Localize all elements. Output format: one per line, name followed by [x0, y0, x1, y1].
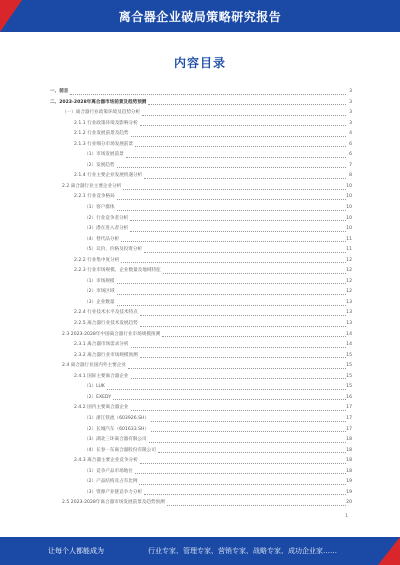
toc-leader-dots [70, 94, 346, 95]
toc-leader-dots [126, 157, 346, 158]
toc-leader-dots [117, 210, 346, 211]
toc-entry-label: （2）发展趋势 [84, 162, 115, 168]
toc-entry-page: 3 [349, 89, 352, 94]
toc-entry[interactable] [50, 256, 352, 267]
toc-entry-label: 2.4.2 国内主要离合器企业 [74, 405, 129, 411]
toc-entry-label: （3）企业数量 [84, 299, 115, 305]
toc-entry-label: 2.2.4 行业技术水平及技术特点 [74, 310, 138, 316]
toc-leader-dots [140, 326, 346, 327]
toc-entry-label: 2.2.1 行业竞争格局 [74, 194, 115, 200]
toc-entry-label: （1）LUK [84, 384, 105, 390]
toc-entry-page: 19 [346, 479, 352, 485]
toc-entry-page: 17 [346, 426, 352, 432]
toc-entry[interactable] [50, 98, 352, 109]
toc-entry-page: 11 [346, 236, 352, 242]
toc-entry[interactable] [50, 277, 352, 288]
toc-entry[interactable] [50, 224, 352, 235]
toc-entry-page: 12 [346, 289, 352, 295]
toc-entry-page: 7 [349, 162, 352, 168]
toc-entry-page: 3 [349, 99, 352, 105]
toc-entry[interactable] [50, 477, 352, 488]
toc-entry-label: （1）竞争产品市场地位 [84, 468, 133, 474]
toc-leader-dots [162, 336, 346, 337]
toc-entry-label: （2）市场区域 [84, 289, 115, 295]
toc-entry-page: 18 [346, 458, 352, 464]
toc-entry-label: （2）长城汽车（601633.SH） [84, 426, 150, 432]
toc-entry[interactable] [50, 414, 352, 425]
toc-leader-dots [117, 294, 346, 295]
toc-entry-label: 2.2 离合器行业主要企业分析 [62, 183, 122, 189]
toc-leader-dots [140, 125, 346, 126]
toc-leader-dots [117, 199, 346, 200]
toc-entry-label: 2.2.3 行业市场规模、企业数量及地域特征 [74, 268, 161, 274]
toc-leader-dots [128, 368, 346, 369]
toc-entry[interactable] [50, 361, 352, 372]
toc-leader-dots [139, 484, 346, 485]
toc-leader-dots [140, 357, 346, 358]
toc-entry-page: 4 [349, 131, 352, 137]
toc-entry[interactable] [50, 393, 352, 404]
toc-leader-dots [151, 421, 346, 422]
toc-entry[interactable] [50, 340, 352, 351]
toc-entry-page: 12 [346, 257, 352, 263]
toc-entry-label: 一、前言 [50, 89, 69, 94]
toc-entry[interactable] [50, 435, 352, 446]
toc-entry[interactable] [50, 446, 352, 457]
toc-entry[interactable] [50, 351, 352, 362]
toc-entry-label: （1）客户群体 [84, 205, 115, 211]
toc-entry-page: 12 [346, 268, 352, 274]
toc-entry-label: （1）市场规模 [84, 278, 115, 284]
toc-entry-label: 2.3.1 离合器市场需求分析 [74, 342, 129, 348]
toc-entry-label: （一）离合器行业政策环境及趋势分析 [62, 110, 141, 116]
toc-entry-label: （2）行业竞争者分析 [84, 215, 129, 221]
toc-entry-label: 2.1.2 行业发展前景及趋势 [74, 131, 129, 137]
toc-entry[interactable] [50, 182, 352, 193]
toc-entry-label: （4）替代品分析 [84, 236, 120, 242]
toc-entry[interactable] [50, 108, 352, 119]
toc-entry-page: 10 [346, 205, 352, 211]
toc-entry-page: 8 [349, 173, 352, 179]
toc-leader-dots [149, 442, 346, 443]
toc-entry-label: 2.5 2023-2028年离合器市场发展前景及趋势预测 [62, 500, 165, 506]
toc-entry-page: 18 [346, 437, 352, 443]
toc-entry[interactable] [50, 488, 352, 499]
toc-entry-page: 13 [346, 321, 352, 327]
toc-entry[interactable] [50, 467, 352, 478]
toc-entry[interactable] [50, 192, 352, 203]
toc-entry[interactable] [50, 319, 352, 330]
toc-leader-dots [130, 220, 346, 221]
toc-entry[interactable] [50, 456, 352, 467]
toc-entry-page: 16 [346, 394, 352, 400]
page-number: 1 [345, 514, 348, 519]
toc-entry-page: 10 [346, 215, 352, 221]
toc-entry-label: （3）资源产业链竞争力分析 [84, 489, 143, 495]
toc-leader-dots [121, 241, 346, 242]
toc-entry-page: 14 [346, 342, 352, 348]
toc-entry[interactable] [50, 498, 352, 509]
toc-entry[interactable] [50, 150, 352, 161]
toc-entry-page: 19 [346, 489, 352, 495]
toc-entry-label: （5）议价、价格及投资分析 [84, 247, 143, 253]
toc-entry[interactable] [50, 235, 352, 246]
toc-entry-label: （2）产品结构及占有比例 [84, 479, 138, 485]
toc-leader-dots [121, 262, 346, 263]
toc-entry-page: 17 [346, 415, 352, 421]
table-of-contents [50, 87, 352, 509]
toc-entry-label: （3）湖北三环离合器有限公司 [84, 437, 147, 443]
toc-entry-label: （1）浙江铁流（603926.SH） [84, 415, 150, 421]
toc-entry-page: 12 [346, 278, 352, 284]
toc-entry[interactable] [50, 87, 352, 98]
toc-entry[interactable] [50, 129, 352, 140]
report-title: 离合器企业破局策略研究报告 [118, 10, 282, 24]
toc-entry[interactable] [50, 119, 352, 130]
toc-leader-dots [163, 273, 346, 274]
toc-leader-dots [140, 463, 346, 464]
toc-entry-label: 二、2023-2028年离合器市场前景及趋势预测 [50, 99, 147, 105]
toc-leader-dots [117, 305, 346, 306]
toc-leader-dots [167, 505, 346, 506]
toc-leader-dots [144, 494, 346, 495]
toc-entry-label: （4）长春一东离合器股份有限公司 [84, 447, 156, 453]
toc-entry-page: 3 [349, 120, 352, 126]
toc-entry[interactable] [50, 245, 352, 256]
toc-heading: 内容目录 [173, 56, 226, 70]
toc-entry[interactable] [50, 372, 352, 383]
toc-leader-dots [107, 389, 346, 390]
toc-entry[interactable] [50, 382, 352, 393]
toc-entry-label: 2.2.2 行业集中度分析 [74, 257, 120, 263]
toc-entry[interactable] [50, 330, 352, 341]
toc-entry-page: 11 [346, 247, 352, 253]
toc-leader-dots [151, 431, 346, 432]
toc-leader-dots [131, 347, 346, 348]
toc-entry-page: 13 [346, 299, 352, 305]
report-header-bar [0, 0, 400, 32]
toc-entry-page: 10 [346, 226, 352, 232]
toc-leader-dots [144, 178, 346, 179]
toc-leader-dots [131, 410, 346, 411]
toc-entry-page: 20 [346, 500, 352, 506]
toc-leader-dots [142, 115, 346, 116]
toc-entry-label: 2.4.3 离合器主要企业竞争分析 [74, 458, 138, 464]
toc-leader-dots [117, 167, 346, 168]
toc-leader-dots [117, 283, 346, 284]
toc-entry-page: 15 [346, 363, 352, 369]
toc-entry[interactable] [50, 266, 352, 277]
toc-leader-dots [113, 399, 346, 400]
toc-entry-label: 2.1.4 行业主要企业发展机遇分析 [74, 173, 143, 179]
toc-entry[interactable] [50, 298, 352, 309]
toc-entry-page: 18 [346, 447, 352, 453]
footer-bar [0, 537, 400, 565]
toc-leader-dots [158, 452, 346, 453]
toc-entry-page: 15 [346, 384, 352, 390]
toc-entry-label: 2.3 2023-2028年中国离合器行业市场规模预测 [62, 331, 161, 337]
toc-entry-page: 3 [349, 110, 352, 116]
toc-entry-label: 2.1.1 行业政策环境及影响分析 [74, 120, 138, 126]
toc-leader-dots [123, 189, 346, 190]
toc-entry-label: （2）EXEDY [84, 394, 112, 400]
toc-entry-label: 2.1.3 行业细分市场发展前景 [74, 141, 134, 147]
toc-leader-dots [144, 252, 346, 253]
toc-entry-page: 6 [349, 152, 352, 158]
toc-entry[interactable] [50, 140, 352, 151]
toc-entry-label: 2.4 离合器行业国内外主要企业 [62, 363, 126, 369]
toc-entry-page: 17 [346, 405, 352, 411]
footer-roles: 行业专家、管理专家、营销专家、战略专家、成功企业家…… [148, 547, 337, 555]
toc-leader-dots [135, 473, 346, 474]
toc-leader-dots [140, 315, 346, 316]
toc-entry[interactable] [50, 425, 352, 436]
toc-entry-page: 6 [349, 141, 352, 147]
toc-entry-page: 15 [346, 352, 352, 358]
toc-leader-dots [148, 104, 346, 105]
toc-entry[interactable] [50, 203, 352, 214]
toc-entry-page: 14 [346, 331, 352, 337]
toc-entry-label: 2.3.2 离合器行业市场规模预测 [74, 352, 138, 358]
toc-entry-label: （3）潜在进入者分析 [84, 226, 129, 232]
toc-entry-page: 10 [346, 194, 352, 200]
toc-entry[interactable] [50, 214, 352, 225]
footer-red-accent [378, 537, 400, 565]
toc-entry[interactable] [50, 403, 352, 414]
toc-leader-dots [131, 136, 346, 137]
toc-entry-page: 13 [346, 310, 352, 316]
toc-entry[interactable] [50, 308, 352, 319]
toc-entry-page: 18 [346, 468, 352, 474]
toc-entry-label: （1）市场发展前景 [84, 152, 124, 158]
toc-entry[interactable] [50, 171, 352, 182]
toc-entry-page: 15 [346, 373, 352, 379]
toc-leader-dots [130, 231, 346, 232]
toc-entry[interactable] [50, 287, 352, 298]
toc-entry-label: 2.4.1 国际主要离合器企业 [74, 373, 129, 379]
toc-leader-dots [131, 378, 346, 379]
toc-leader-dots [135, 146, 346, 147]
footer-slogan: 让每个人都能成为 [48, 547, 104, 555]
toc-entry-label: 2.2.5 离合器行业技术发展趋势 [74, 321, 138, 327]
toc-entry[interactable] [50, 161, 352, 172]
toc-entry-page: 10 [346, 183, 352, 189]
